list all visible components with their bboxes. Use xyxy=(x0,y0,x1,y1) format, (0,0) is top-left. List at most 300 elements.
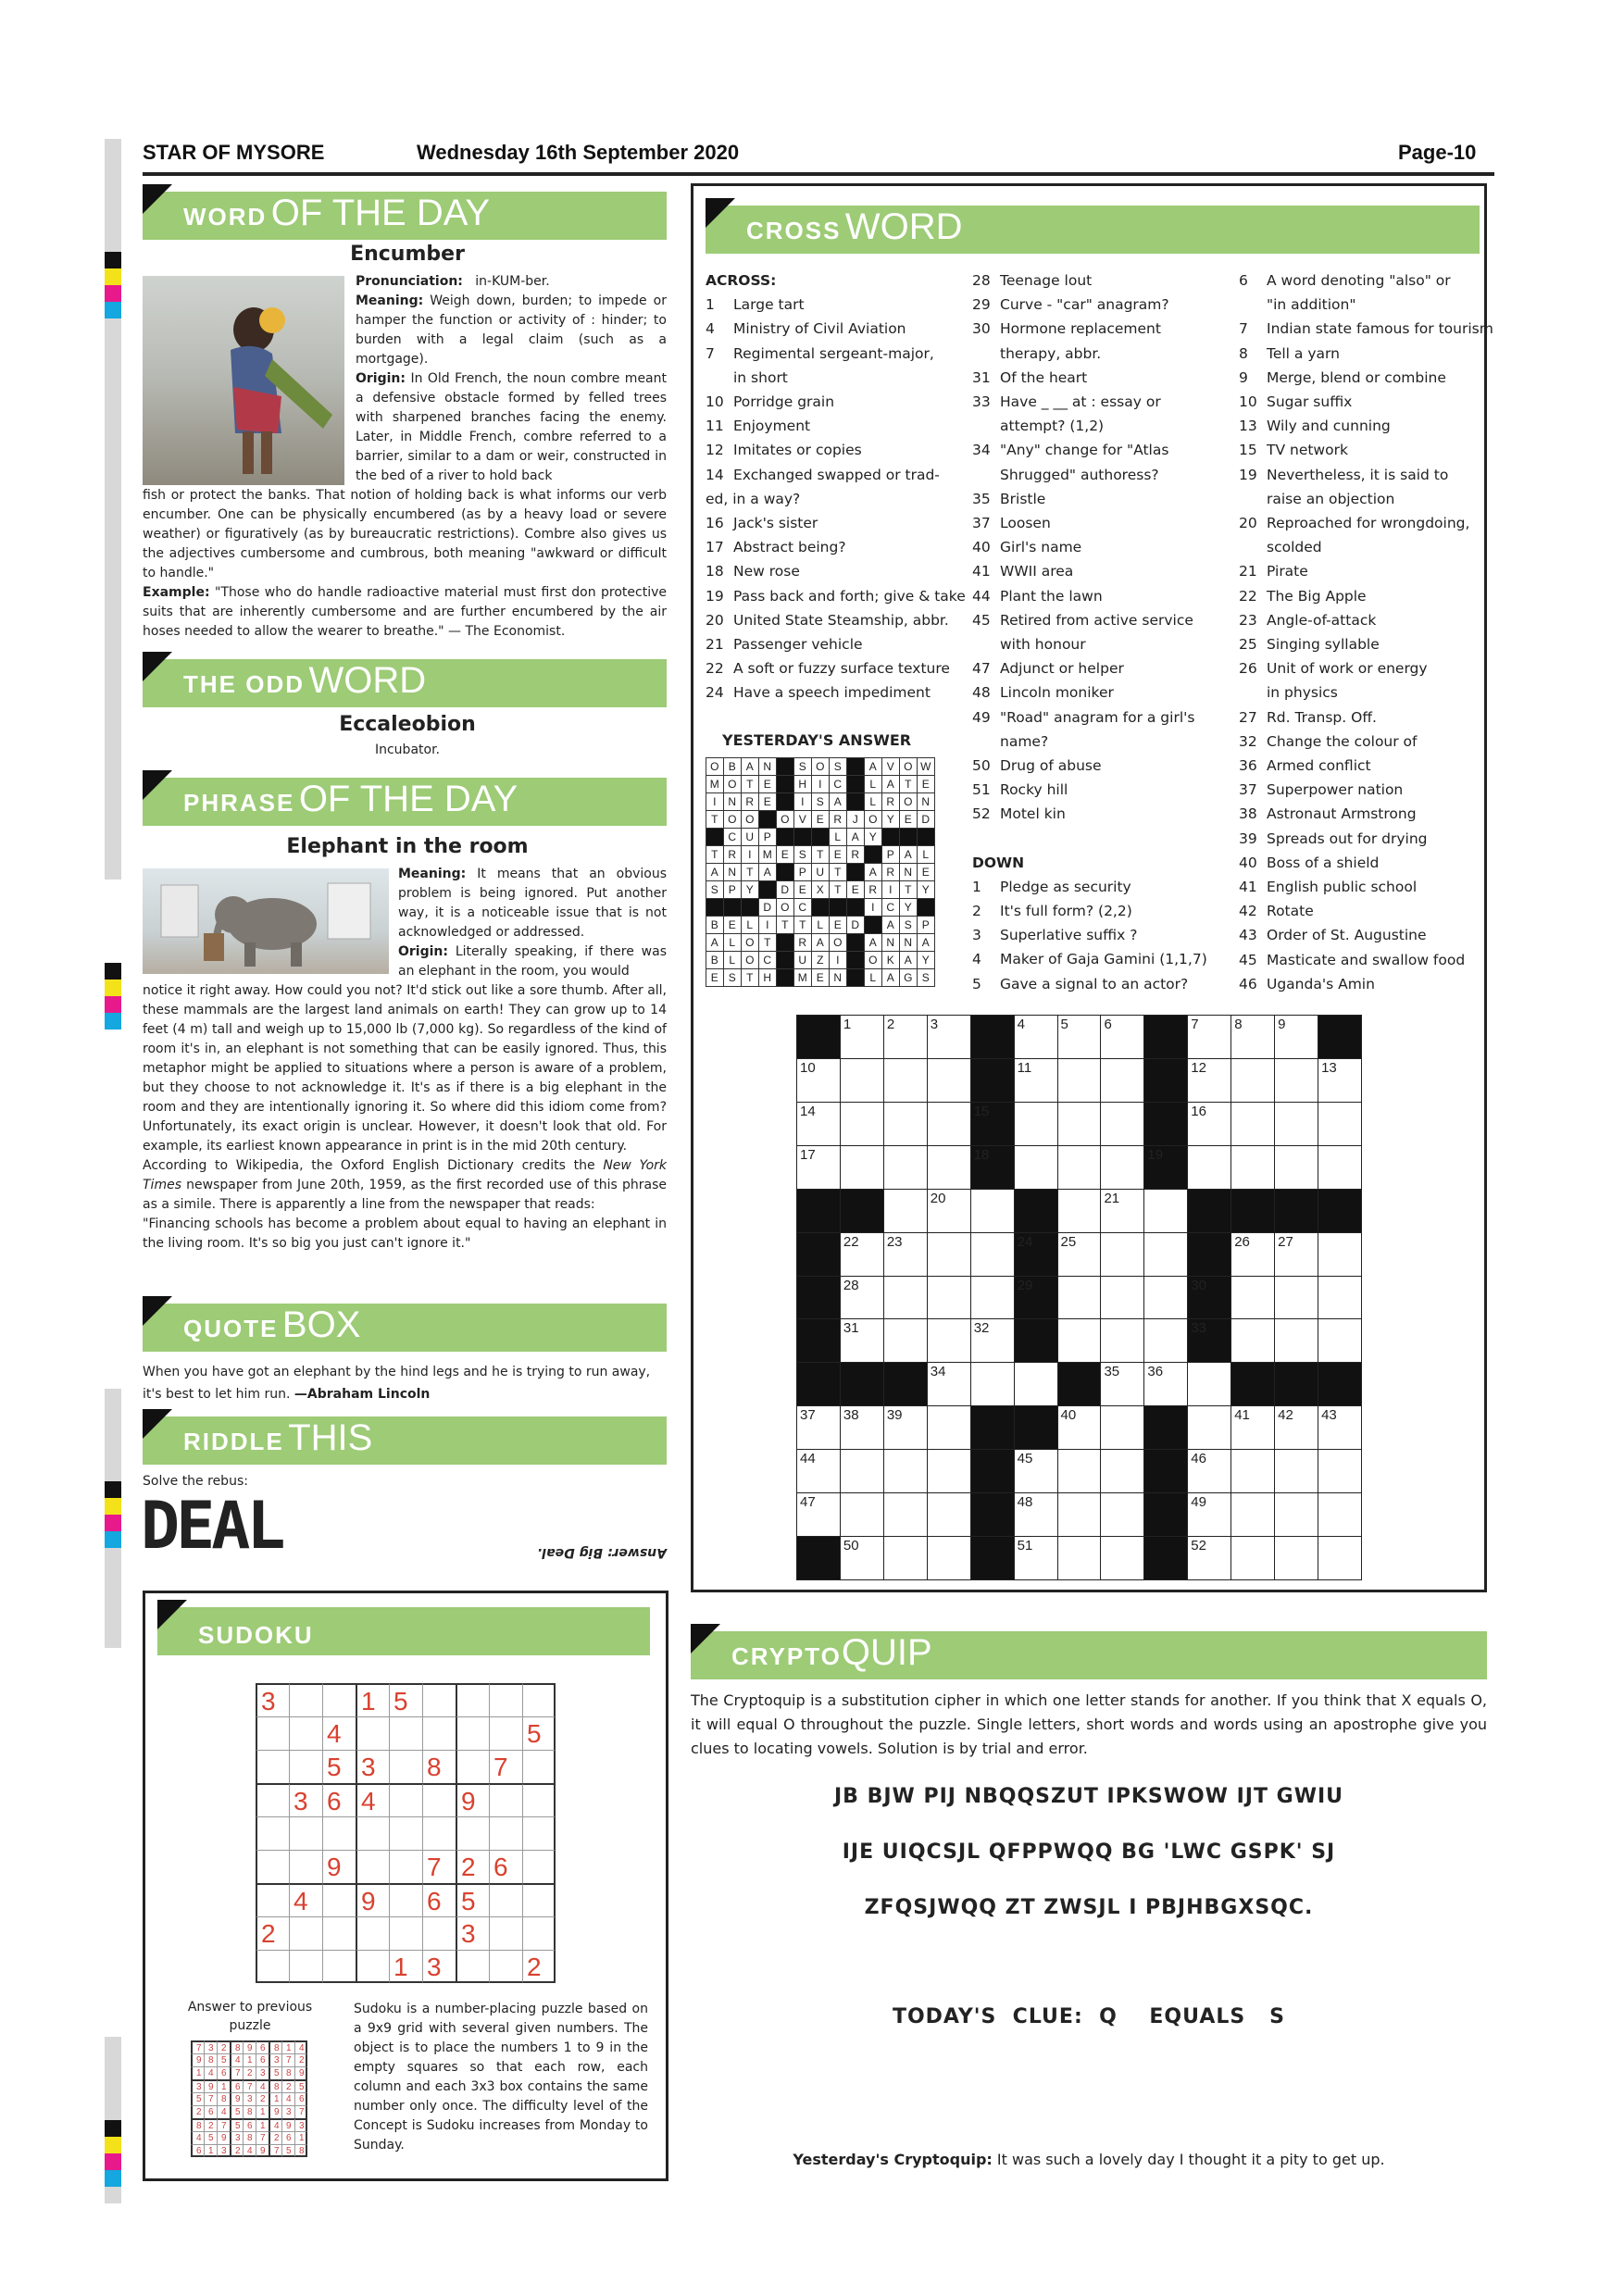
crossword-cell[interactable] xyxy=(1057,1318,1102,1363)
sudoku-answer-cell: 9 xyxy=(269,2105,281,2118)
crossword-cell[interactable] xyxy=(883,1405,928,1450)
crossword-cell[interactable] xyxy=(796,1405,841,1450)
register-mark-black xyxy=(105,2120,121,2137)
crossword-cell[interactable] xyxy=(1100,1536,1144,1580)
crossword-cell[interactable] xyxy=(1274,1318,1318,1363)
sudoku-cell: 2 xyxy=(256,1916,289,1950)
sudoku-cell[interactable] xyxy=(256,1950,289,1983)
crossword-cell[interactable] xyxy=(1014,1536,1058,1580)
crossword-cell[interactable] xyxy=(1014,1058,1058,1103)
down-clue xyxy=(1239,414,1489,438)
answer-cell: T xyxy=(741,775,759,793)
sudoku-cell[interactable] xyxy=(256,1850,289,1883)
crossword-cell[interactable] xyxy=(1100,1318,1144,1363)
crossword-cell[interactable] xyxy=(840,1015,884,1059)
clue-number: 43 xyxy=(1239,927,1257,944)
across-clue xyxy=(706,584,966,608)
sudoku-cell: 4 xyxy=(289,1883,322,1916)
clue-text: Spreads out for drying xyxy=(1267,830,1428,847)
sudoku-cell[interactable] xyxy=(256,1883,289,1916)
phrase-quote: "Financing schools has become a problem about equal to having an elephant in the living room. It's so big you just can't ignore it." xyxy=(143,1217,667,1251)
crossword-cell[interactable] xyxy=(840,1449,884,1493)
crossword-cell[interactable] xyxy=(1318,1449,1362,1493)
answer-cell: O xyxy=(864,810,882,829)
crossword-cell[interactable] xyxy=(1100,1145,1144,1190)
across-clue xyxy=(972,802,1222,826)
crossword-cell[interactable] xyxy=(1057,1405,1102,1450)
sudoku-cell[interactable] xyxy=(356,1850,389,1883)
answer-cell: T xyxy=(776,916,794,934)
sudoku-description: Sudoku is a number-placing puzzle based on a 9x9 grid with several given numbers. The object is to place the numbers 1 to 9 in the empty squares so that each row, each column and each 3x3 box contains the same number only once. The difficulty level of the Concept is Sudoku increases from Monday to Sunday. xyxy=(354,2002,648,2152)
crossword-cell[interactable] xyxy=(883,1058,928,1103)
answer-cell: S xyxy=(829,757,847,776)
crossword-cell[interactable] xyxy=(1014,1449,1058,1493)
crossword-cell[interactable] xyxy=(1318,1276,1362,1320)
answer-cell: N xyxy=(829,968,847,987)
crossword-cell[interactable] xyxy=(1274,1405,1318,1450)
sudoku-cell[interactable] xyxy=(322,1683,356,1716)
crossword-cell[interactable] xyxy=(883,1015,928,1059)
sudoku-cell[interactable] xyxy=(289,1850,322,1883)
crossword-cell[interactable] xyxy=(1187,1536,1231,1580)
answer-cell: I xyxy=(706,792,724,811)
crossword-cell[interactable] xyxy=(1100,1015,1144,1059)
crossword-cell[interactable] xyxy=(796,1449,841,1493)
sudoku-cell[interactable] xyxy=(322,1916,356,1950)
answer-black-cell xyxy=(864,916,882,934)
crossword-cell[interactable] xyxy=(840,1145,884,1190)
answer-cell: Y xyxy=(864,828,882,846)
clue-number: 30 xyxy=(972,320,991,338)
crossword-cell[interactable] xyxy=(1057,1102,1102,1146)
crossword-cell[interactable] xyxy=(927,1232,971,1277)
crossword-cell[interactable] xyxy=(1230,1405,1275,1450)
answer-cell: M xyxy=(706,775,724,793)
answer-cell: N xyxy=(723,792,742,811)
sudoku-cell[interactable] xyxy=(422,1683,456,1716)
crossword-cell[interactable] xyxy=(1014,1492,1058,1537)
answer-cell: U xyxy=(811,863,830,881)
clue-text: Wily and cunning xyxy=(1267,418,1391,435)
crossword-cell[interactable] xyxy=(1230,1318,1275,1363)
sudoku-cell[interactable] xyxy=(289,1916,322,1950)
crossword-cell[interactable] xyxy=(1057,1536,1102,1580)
crossword-cell[interactable] xyxy=(1057,1276,1102,1320)
crossword-cell[interactable] xyxy=(1057,1232,1102,1277)
sudoku-cell[interactable] xyxy=(356,1716,389,1750)
answer-cell: E xyxy=(829,916,847,934)
crossword-black-cell xyxy=(796,1232,841,1277)
crossword-cell[interactable] xyxy=(1274,1232,1318,1277)
sudoku-answer-cell: 7 xyxy=(243,2079,256,2092)
register-mark-cyan xyxy=(105,1531,121,1548)
down-clue xyxy=(1239,584,1489,608)
clue-number: 32 xyxy=(1239,732,1257,750)
answer-cell: A xyxy=(846,828,865,846)
sudoku-cell[interactable] xyxy=(489,1916,522,1950)
crossword-cell[interactable] xyxy=(883,1276,928,1320)
crossword-cell[interactable] xyxy=(840,1232,884,1277)
sudoku-cell[interactable] xyxy=(456,1683,489,1716)
crossword-cell[interactable] xyxy=(1230,1015,1275,1059)
sudoku-cell[interactable] xyxy=(289,1716,322,1750)
sudoku-cell[interactable] xyxy=(256,1716,289,1750)
sudoku-answer-cell: 6 xyxy=(256,2053,269,2066)
sudoku-cell[interactable] xyxy=(522,1816,556,1850)
answer-cell: C xyxy=(881,898,900,917)
answer-cell: O xyxy=(723,775,742,793)
crossword-cell[interactable] xyxy=(1014,1362,1058,1406)
crossword-cell[interactable] xyxy=(1274,1058,1318,1103)
answer-cell: A xyxy=(706,933,724,952)
answer-black-cell xyxy=(829,898,847,917)
crossword-cell[interactable] xyxy=(1100,1189,1144,1233)
answer-black-cell xyxy=(776,828,794,846)
phrase-origin-continued: notice it right away. How could you not? It'd stick out like a sore thumb. After all, these mammals are the largest land animals on earth! They can grow up to 14 feet (4 m) tall and weigh up to 15,000 lb (7,000 kg). So regardless of the kind of room it's in, an elephant is not something that can be easily ignored. Thus, this metaphor might be applied to situations where a person is aware of a problem, but they choose to not acknowledge it. It's as if there is a big elephant in the room and they are intentionally ignoring it. So where did this idiom come from? Unfortunately, its exact origin is unclear. However, it doesn't look that old. For example, its earliest known appearance in print is in the mid 20th century. xyxy=(143,983,667,1154)
crossword-cell[interactable] xyxy=(927,1102,971,1146)
crossword-cell[interactable] xyxy=(927,1145,971,1190)
crossword-cell[interactable] xyxy=(927,1536,971,1580)
clue-number: 42 xyxy=(1239,903,1257,920)
sudoku-cell[interactable] xyxy=(322,1816,356,1850)
crossword-cell[interactable] xyxy=(1230,1536,1275,1580)
crossword-cell[interactable] xyxy=(1318,1102,1362,1146)
sudoku-cell[interactable] xyxy=(489,1716,522,1750)
sudoku-cell[interactable] xyxy=(389,1816,422,1850)
sudoku-cell[interactable] xyxy=(422,1916,456,1950)
crossword-cell[interactable] xyxy=(840,1058,884,1103)
crossword-cell[interactable] xyxy=(1014,1015,1058,1059)
sudoku-cell: 3 xyxy=(456,1916,489,1950)
answer-cell: C xyxy=(793,898,812,917)
crossword-cell[interactable] xyxy=(1100,1058,1144,1103)
sudoku-cell: 4 xyxy=(356,1783,389,1816)
sudoku-answer-cell: 9 xyxy=(217,2131,230,2144)
crossword-cell[interactable] xyxy=(1100,1276,1144,1320)
quote-author: —Abraham Lincoln xyxy=(294,1387,431,1402)
across-clues-col2 xyxy=(972,268,1222,996)
crossword-cell[interactable] xyxy=(1057,1449,1102,1493)
pronunciation-label: Pronunciation: xyxy=(356,274,463,289)
crossword-cell[interactable] xyxy=(1230,1276,1275,1320)
down-heading: DOWN xyxy=(972,854,1025,871)
across-clue xyxy=(706,535,951,559)
crossword-cell[interactable] xyxy=(1274,1492,1318,1537)
crossword-cell[interactable] xyxy=(1274,1449,1318,1493)
crossword-cell[interactable] xyxy=(840,1102,884,1146)
crossword-cell[interactable] xyxy=(883,1536,928,1580)
crossword-cell[interactable] xyxy=(840,1492,884,1537)
sudoku-answer-cell: 3 xyxy=(281,2105,294,2118)
crossword-cell[interactable] xyxy=(1057,1189,1102,1233)
answer-cell: L xyxy=(864,792,882,811)
crossword-cell[interactable] xyxy=(1143,1362,1188,1406)
crossword-cell[interactable] xyxy=(1187,1102,1231,1146)
crossword-cell[interactable] xyxy=(1318,1058,1362,1103)
crossword-cell[interactable] xyxy=(1230,1102,1275,1146)
crossword-cell[interactable] xyxy=(1274,1276,1318,1320)
answer-cell: B xyxy=(723,757,742,776)
sudoku-cell[interactable] xyxy=(489,1683,522,1716)
answer-cell: T xyxy=(793,916,812,934)
sudoku-cell[interactable] xyxy=(389,1916,422,1950)
sudoku-cell: 7 xyxy=(422,1850,456,1883)
crossword-cell[interactable] xyxy=(1187,1058,1231,1103)
clue-number: 44 xyxy=(972,587,991,605)
crossword-cell[interactable] xyxy=(1143,1232,1188,1277)
crossword-cell[interactable] xyxy=(883,1449,928,1493)
crossword-cell[interactable] xyxy=(927,1015,971,1059)
crossword-cell[interactable] xyxy=(1143,1189,1188,1233)
sudoku-cell[interactable] xyxy=(422,1783,456,1816)
crossword-cell[interactable] xyxy=(796,1058,841,1103)
sudoku-cell[interactable] xyxy=(422,1816,456,1850)
sudoku-cell: 7 xyxy=(489,1750,522,1783)
answer-cell: S xyxy=(793,845,812,864)
sudoku-cell[interactable] xyxy=(356,1816,389,1850)
sudoku-cell[interactable] xyxy=(522,1850,556,1883)
sudoku-cell[interactable] xyxy=(322,1883,356,1916)
crossword-clue-number: 46 xyxy=(1191,1451,1206,1467)
page-number: Page-10 xyxy=(1398,141,1477,164)
clue-text: attempt? (1,2) xyxy=(1000,418,1105,435)
clue-text: Nevertheless, it is said to xyxy=(1267,466,1449,483)
crossword-cell[interactable] xyxy=(883,1189,928,1233)
crossword-cell[interactable] xyxy=(1318,1492,1362,1537)
crossword-cell[interactable] xyxy=(1100,1405,1144,1450)
crossword-cell[interactable] xyxy=(1318,1318,1362,1363)
crossword-cell[interactable] xyxy=(883,1318,928,1363)
crossword-black-cell xyxy=(1014,1405,1058,1450)
sudoku-cell[interactable] xyxy=(389,1883,422,1916)
clue-text: United State Steamship, abbr. xyxy=(733,611,949,629)
origin-text-continued: fish or protect the banks. That notion of holding back is what informs our verb encumber. One can be physically encumbered (as by a heavy load or severe weather) or figuratively (as by bureaucratic restrictions). Combre also gives us the adjectives cumbersome and cumbrous, both meaning "awkward or difficult to handle." xyxy=(143,488,667,580)
crossword-cell[interactable] xyxy=(927,1189,971,1233)
sudoku-answer-cell: 9 xyxy=(256,2144,269,2157)
crossword-cell[interactable] xyxy=(1057,1058,1102,1103)
sudoku-cell[interactable] xyxy=(256,1750,289,1783)
sudoku-cell[interactable] xyxy=(289,1683,322,1716)
crossword-black-cell xyxy=(796,1536,841,1580)
crossword-cell[interactable] xyxy=(1230,1145,1275,1190)
sudoku-cell[interactable] xyxy=(256,1783,289,1816)
crossword-cell[interactable] xyxy=(883,1145,928,1190)
crossword-cell[interactable] xyxy=(1230,1449,1275,1493)
crossword-cell[interactable] xyxy=(927,1362,971,1406)
crossword-cell[interactable] xyxy=(1274,1536,1318,1580)
crossword-black-cell xyxy=(796,1318,841,1363)
clue-text: Teenage lout xyxy=(1000,272,1093,289)
sudoku-cell[interactable] xyxy=(456,1816,489,1850)
crossword-cell[interactable] xyxy=(840,1276,884,1320)
sudoku-cell[interactable] xyxy=(422,1716,456,1750)
sudoku-cell: 3 xyxy=(422,1950,456,1983)
answer-cell: E xyxy=(829,845,847,864)
crossword-cell[interactable] xyxy=(1100,1362,1144,1406)
crossword-cell[interactable] xyxy=(1100,1492,1144,1537)
sudoku-cell[interactable] xyxy=(522,1683,556,1716)
clue-text: Uganda's Amin xyxy=(1267,975,1375,992)
crossword-cell[interactable] xyxy=(1318,1536,1362,1580)
crossword-cell[interactable] xyxy=(970,1232,1015,1277)
answer-cell: A xyxy=(864,757,882,776)
crossword-clue-number: 19 xyxy=(1147,1146,1164,1163)
crossword-cell[interactable] xyxy=(1100,1449,1144,1493)
crossword-cell[interactable] xyxy=(1014,1145,1058,1190)
sudoku-cell[interactable] xyxy=(489,1883,522,1916)
crossword-cell[interactable] xyxy=(1318,1405,1362,1450)
answer-cell: A xyxy=(811,933,830,952)
crossword-clue-number: 33 xyxy=(1191,1320,1206,1337)
clue-number: 19 xyxy=(1239,466,1257,483)
crossword-cell[interactable] xyxy=(1274,1145,1318,1190)
clue-number: 37 xyxy=(1239,781,1257,799)
crossword-cell[interactable] xyxy=(883,1492,928,1537)
crossword-cell[interactable] xyxy=(1143,1276,1188,1320)
quote-text-block xyxy=(143,1361,667,1405)
sudoku-cell[interactable] xyxy=(356,1916,389,1950)
answer-cell: Y xyxy=(917,880,935,899)
sudoku-cell[interactable] xyxy=(522,1916,556,1950)
crossword-cell[interactable] xyxy=(927,1492,971,1537)
crossword-black-cell xyxy=(1143,1058,1188,1103)
clue-text: New rose xyxy=(733,563,800,580)
clue-number: 6 xyxy=(1239,272,1248,289)
crossword-cell[interactable] xyxy=(840,1318,884,1363)
cryptoquip-clue: TODAY'S CLUE: Q EQUALS S xyxy=(892,2005,1286,2028)
crossword-cell[interactable] xyxy=(796,1102,841,1146)
answer-cell: L xyxy=(723,951,742,969)
sudoku-cell[interactable] xyxy=(522,1883,556,1916)
answer-black-cell xyxy=(793,828,812,846)
sudoku-cell[interactable] xyxy=(322,1950,356,1983)
crossword-cell[interactable] xyxy=(1318,1232,1362,1277)
cryptoquip-yesterday-label: Yesterday's Cryptoquip: xyxy=(793,2151,993,2168)
clue-text: ed, in a way? xyxy=(706,490,801,507)
crossword-cell[interactable] xyxy=(970,1318,1015,1363)
answer-black-cell xyxy=(776,933,794,952)
crossword-cell[interactable] xyxy=(927,1058,971,1103)
crossword-cell[interactable] xyxy=(1318,1145,1362,1190)
crossword-cell[interactable] xyxy=(927,1318,971,1363)
sudoku-cell[interactable] xyxy=(389,1716,422,1750)
sudoku-cell[interactable] xyxy=(489,1783,522,1816)
crossword-cell[interactable] xyxy=(970,1362,1015,1406)
sudoku-cell[interactable] xyxy=(456,1950,489,1983)
clue-text: Superlative suffix ? xyxy=(1000,927,1138,944)
clue-number: 29 xyxy=(972,296,991,314)
sudoku-cell[interactable] xyxy=(289,1816,322,1850)
crossword-cell[interactable] xyxy=(1187,1405,1231,1450)
clue-number: 41 xyxy=(1239,879,1257,896)
crossword-cell[interactable] xyxy=(970,1276,1015,1320)
clue-number: 34 xyxy=(972,442,991,459)
clue-number: 17 xyxy=(706,539,724,556)
down-clue xyxy=(1239,438,1489,462)
crossword-cell[interactable] xyxy=(883,1102,928,1146)
answer-cell: H xyxy=(758,968,777,987)
crossword-cell[interactable] xyxy=(1014,1102,1058,1146)
sudoku-cell: 4 xyxy=(322,1716,356,1750)
across-clue xyxy=(972,730,1222,754)
crossword-cell[interactable] xyxy=(796,1492,841,1537)
sudoku-cell[interactable] xyxy=(289,1750,322,1783)
across-clue xyxy=(706,511,951,535)
crossword-cell[interactable] xyxy=(970,1189,1015,1233)
crossword-cell[interactable] xyxy=(1230,1492,1275,1537)
crossword-cell[interactable] xyxy=(1187,1362,1231,1406)
crossword-clue-number: 27 xyxy=(1278,1233,1293,1250)
crossword-clue-number: 20 xyxy=(930,1190,946,1206)
sudoku-cell[interactable] xyxy=(289,1950,322,1983)
crossword-cell[interactable] xyxy=(1230,1058,1275,1103)
sudoku-answer-cell: 1 xyxy=(243,2053,256,2066)
crossword-cell[interactable] xyxy=(927,1276,971,1320)
sudoku-cell[interactable] xyxy=(456,1716,489,1750)
answer-cell: A xyxy=(917,933,935,952)
odd-word-title: Eccaleobion xyxy=(339,713,476,736)
crossword-cell[interactable] xyxy=(1274,1102,1318,1146)
crossword-cell[interactable] xyxy=(796,1145,841,1190)
crossword-cell[interactable] xyxy=(1143,1318,1188,1363)
crossword-cell[interactable] xyxy=(1057,1015,1102,1059)
down-clues-col3 xyxy=(1239,268,1493,996)
crossword-cell[interactable] xyxy=(1100,1232,1144,1277)
sudoku-cell[interactable] xyxy=(522,1783,556,1816)
crossword-cell[interactable] xyxy=(1274,1015,1318,1059)
issue-date: Wednesday 16th September 2020 xyxy=(417,141,740,164)
crossword-cell[interactable] xyxy=(1187,1145,1231,1190)
sudoku-cell[interactable] xyxy=(489,1816,522,1850)
band-corner-mark xyxy=(143,770,172,800)
answer-cell: E xyxy=(846,880,865,899)
crossword-cell[interactable] xyxy=(840,1536,884,1580)
clue-text: Rocky hill xyxy=(1000,781,1068,799)
sudoku-cell[interactable] xyxy=(456,1750,489,1783)
crossword-cell[interactable] xyxy=(1057,1492,1102,1537)
answer-cell: O xyxy=(829,933,847,952)
sudoku-cell[interactable] xyxy=(389,1850,422,1883)
sudoku-cell[interactable] xyxy=(389,1750,422,1783)
crossword-cell[interactable] xyxy=(927,1405,971,1450)
riddle-band xyxy=(143,1416,667,1465)
crossword-cell[interactable] xyxy=(1187,1492,1231,1537)
crossword-cell[interactable] xyxy=(1100,1102,1144,1146)
answer-cell: S xyxy=(706,880,724,899)
sudoku-cell[interactable] xyxy=(522,1750,556,1783)
crossword-cell[interactable] xyxy=(840,1405,884,1450)
sudoku-answer-cell: 4 xyxy=(230,2053,243,2066)
sudoku-cell[interactable] xyxy=(256,1816,289,1850)
crossword-cell[interactable] xyxy=(1187,1449,1231,1493)
answer-cell: P xyxy=(917,916,935,934)
sudoku-cell[interactable] xyxy=(389,1783,422,1816)
answer-black-cell xyxy=(881,828,900,846)
crossword-cell[interactable] xyxy=(1230,1232,1275,1277)
answer-cell: X xyxy=(811,880,830,899)
crossword-cell[interactable] xyxy=(927,1449,971,1493)
clue-text: Pass back and forth; give & take xyxy=(733,587,966,605)
sudoku-cell[interactable] xyxy=(489,1950,522,1983)
crossword-cell[interactable] xyxy=(1057,1145,1102,1190)
answer-cell: N xyxy=(917,792,935,811)
crossword-black-cell xyxy=(883,1362,928,1406)
sudoku-cell[interactable] xyxy=(356,1950,389,1983)
sudoku-answer-cell: 3 xyxy=(243,2092,256,2105)
crossword-clue-number: 23 xyxy=(886,1233,903,1250)
crossword-cell[interactable] xyxy=(883,1232,928,1277)
crossword-cell[interactable] xyxy=(1187,1015,1231,1059)
